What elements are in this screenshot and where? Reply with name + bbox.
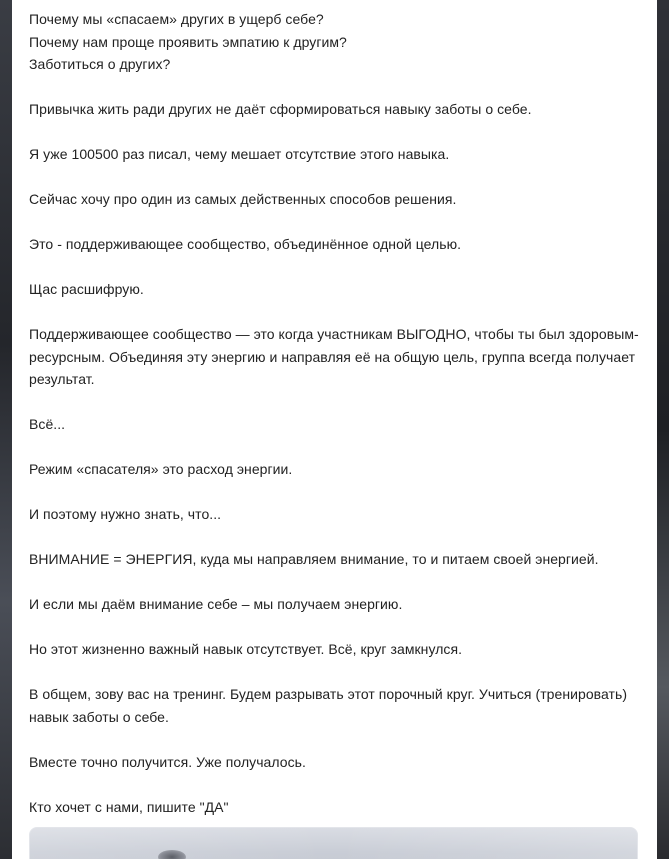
post-paragraph: Но этот жизненно важный навык отсутствует. Всё, круг замкнулся. <box>29 641 463 657</box>
post-paragraph: Поддерживающее сообщество — это когда участникам ВЫГОДНО, чтобы ты был здоровым-ресурсным. Объединяя эту энергию и направляя её на общую цель, группа всегда получает результат. <box>29 326 639 387</box>
post-text <box>29 8 649 841</box>
post-paragraph: Режим «спасателя» это расход энергии. <box>29 461 293 477</box>
post-paragraph: И если мы даём внимание себе – мы получаем энергию. <box>29 596 403 612</box>
post-paragraph: Почему мы «спасаем» других в ущерб себе? <box>29 11 324 27</box>
post-paragraph: Я уже 100500 раз писал, чему мешает отсутствие этого навыка. <box>29 146 450 162</box>
backdrop-right <box>657 0 669 859</box>
post-paragraph: Кто хочет с нами, пишите "ДА" <box>29 798 229 815</box>
image-haze <box>30 828 637 859</box>
post-paragraph: Почему нам проще проявить эмпатию к другим? <box>29 33 347 50</box>
post-paragraph: Привычка жить ради других не даёт сформироваться навыку заботы о себе. <box>29 101 532 117</box>
post-paragraph: Вместе точно получится. Уже получалось. <box>29 753 306 770</box>
post-paragraph: Это - поддерживающее сообщество, объединённое одной целью. <box>29 236 462 252</box>
post-paragraph: Всё... <box>29 416 66 432</box>
post-image[interactable] <box>29 827 638 859</box>
post-paragraph: Заботиться о других? <box>29 56 171 72</box>
post-paragraph: Сейчас хочу про один из самых действенных способов решения. <box>29 191 457 207</box>
post-paragraph: И поэтому нужно знать, что... <box>29 506 222 522</box>
post-paragraph: Щас расшифрую. <box>29 281 144 297</box>
post-panel <box>12 0 657 859</box>
image-subject <box>158 850 186 859</box>
backdrop-left <box>0 0 12 859</box>
post-paragraph: ВНИМАНИЕ = ЭНЕРГИЯ, куда мы направляем внимание, то и питаем своей энергией. <box>29 551 599 567</box>
post-paragraph: В общем, зову вас на тренинг. Будем разрывать этот порочный круг. Учиться (тренировать) навык заботы о себе. <box>29 686 628 725</box>
